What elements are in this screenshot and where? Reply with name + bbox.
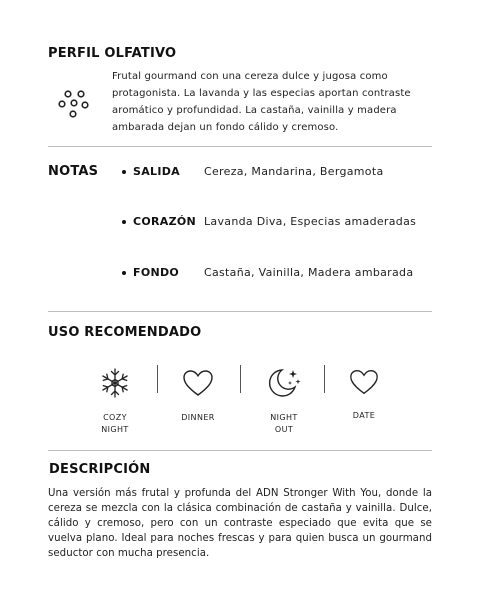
heart-icon	[347, 366, 381, 398]
perfil-description: Frutal gourmand con una cereza dulce y jugosa como protagonista. La lavanda y las especias aportan contraste aromático y profundidad. La castaña, vainilla y madera ambarada dejan un fondo cálido y cremoso.	[112, 71, 411, 133]
divider	[48, 146, 432, 147]
note-value: Lavanda Diva, Especias amaderadas	[204, 215, 417, 228]
uso-label-line: DINNER	[181, 413, 215, 422]
uso-label	[87, 412, 143, 436]
snowflake-icon	[98, 366, 132, 400]
uso-label-line: NIGHT	[270, 413, 298, 422]
note-label: SALIDA	[133, 165, 180, 178]
bullet	[122, 170, 126, 174]
moon-stars-icon	[266, 366, 302, 400]
separator	[240, 365, 241, 393]
perfil-title: PERFIL OLFATIVO	[48, 46, 177, 61]
uso-label-line: NIGHT	[101, 425, 129, 434]
note-value: Cereza, Mandarina, Bergamota	[204, 165, 384, 178]
bullet	[122, 271, 126, 275]
molecule-dots-icon	[57, 88, 89, 120]
uso-item-date	[336, 366, 392, 422]
uso-title: USO RECOMENDADO	[48, 325, 202, 340]
uso-label-line: DATE	[352, 411, 376, 420]
uso-label-line: OUT	[274, 425, 294, 434]
uso-label	[170, 412, 226, 424]
separator	[157, 365, 158, 393]
bullet	[122, 220, 126, 224]
uso-label	[256, 412, 312, 436]
divider	[48, 311, 432, 312]
note-row-corazon	[0, 212, 480, 232]
divider	[48, 450, 432, 451]
uso-label-line: COZY	[103, 413, 127, 422]
notas-title: NOTAS	[48, 164, 99, 179]
note-label: FONDO	[133, 266, 180, 279]
note-label: CORAZÓN	[133, 215, 197, 228]
note-row-fondo	[0, 263, 480, 283]
uso-label	[336, 410, 392, 422]
uso-item-dinner	[170, 366, 226, 424]
note-row-salida	[0, 162, 480, 182]
note-value: Castaña, Vainilla, Madera ambarada	[204, 266, 414, 279]
descripcion-text: Una versión más frutal y profunda del ADN Stronger With You, donde la cereza se mezcla con la clásica combinación de castaña y vainilla. Dulce, cálido y cremoso, pero con un contraste especiado que evita que se vuelva plano. Ideal para noches frescas y para quien busca un gourmand seductor con mucha presencia.	[48, 488, 432, 559]
uso-item-cozy-night	[87, 366, 143, 436]
descripcion-title: DESCRIPCIÓN	[49, 462, 151, 477]
uso-item-night-out	[256, 366, 312, 436]
heart-icon	[181, 366, 215, 400]
separator	[324, 365, 325, 393]
